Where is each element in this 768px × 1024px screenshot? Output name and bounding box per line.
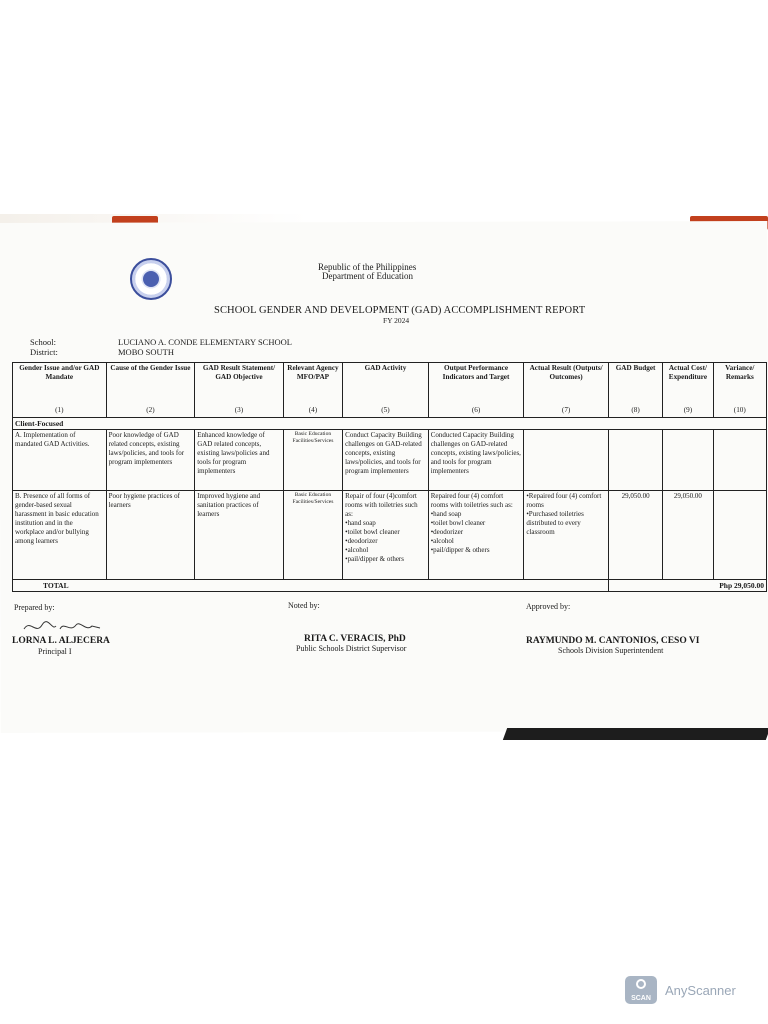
gad-table — [12, 362, 767, 592]
fiscal-year: FY 2024 — [383, 316, 410, 325]
cell-budget — [608, 430, 662, 491]
deped-seal-icon — [130, 258, 172, 300]
cell-output — [428, 491, 524, 580]
cell-cost — [663, 430, 713, 491]
cell-result: Improved hygiene and sanitation practices of learners — [195, 491, 284, 580]
col-header-issue: Gender Issue and/or GAD Mandate (1) — [13, 363, 107, 418]
list-item: •toilet bowl cleaner — [430, 519, 486, 527]
total-label: TOTAL — [13, 580, 609, 592]
report-title: SCHOOL GENDER AND DEVELOPMENT (GAD) ACCOMPLISHMENT REPORT — [214, 305, 586, 316]
col-header-variance: Variance/ Remarks (10) — [713, 363, 766, 418]
prepared-name: LORNA L. ALJECERA — [12, 636, 110, 646]
school-value: LUCIANO A. CONDE ELEMENTARY SCHOOL — [118, 337, 292, 347]
cell-output: Conducted Capacity Building challenges on GAD-related concepts, existing laws/policies, and tools for program implementers — [428, 430, 524, 491]
approved-name: RAYMUNDO M. CANTONIOS, CESO VI — [526, 636, 700, 646]
noted-name: RITA C. VERACIS, PhD — [304, 634, 406, 644]
col-header-result: GAD Result Statement/ GAD Objective (3) — [195, 363, 284, 418]
cell-actual — [524, 491, 609, 580]
list-item: •pail/dipper & others — [430, 546, 490, 554]
scan-shadow — [503, 728, 768, 740]
approved-label: Approved by: — [526, 602, 571, 611]
total-row — [13, 580, 767, 592]
col-header-cost: Actual Cost/ Expenditure (9) — [663, 363, 713, 418]
table-row — [13, 430, 767, 491]
col-header-budget: GAD Budget (8) — [608, 363, 662, 418]
scanner-brand: AnyScanner — [665, 982, 736, 998]
cell-issue: B. Presence of all forms of gender-based sexual harassment in basic education institution and in the workplace and/or bullying among learners — [13, 491, 107, 580]
col-header-mfo: Relevant Agency MFO/PAP (4) — [283, 363, 342, 418]
cell-result: Enhanced knowledge of GAD related concepts, existing laws/policies and tools for program implementers — [195, 430, 284, 491]
approved-position: Schools Division Superintendent — [558, 646, 664, 655]
list-item: •deodorizer — [430, 528, 464, 536]
col-header-output: Output Performance Indicators and Target (6) — [428, 363, 524, 418]
col-header-actual: Actual Result (Outputs/ Outcomes) (7) — [524, 363, 609, 418]
noted-label: Noted by: — [288, 601, 320, 610]
list-item: •alcohol — [345, 546, 369, 554]
section-row — [13, 418, 767, 430]
activity-text: Repair of four (4)comfort rooms with toiletries such as: — [345, 492, 418, 518]
list-item: •deodorizer — [345, 537, 378, 545]
section-label: Client-Focused — [13, 418, 767, 430]
cell-cause: Poor hygiene practices of learners — [106, 491, 195, 580]
cell-issue: A. Implementation of mandated GAD Activities. — [13, 430, 107, 491]
cell-activity — [343, 491, 429, 580]
total-value: Php 29,050.00 — [608, 580, 766, 592]
output-text: Repaired four (4) comfort rooms with toiletries such as: — [430, 492, 513, 509]
table-header-row — [13, 363, 767, 418]
table-row — [13, 491, 767, 580]
list-item: •Repaired four (4) comfort rooms — [526, 492, 602, 509]
cell-mfo: Basic Education Facilities/Services — [283, 491, 342, 580]
cell-activity: Conduct Capacity Building challenges on GAD-related concepts, existing laws/policies, and tools for program implementers — [343, 430, 429, 491]
cell-variance — [713, 430, 766, 491]
district-value: MOBO SOUTH — [118, 347, 174, 357]
col-header-activity: GAD Activity (5) — [343, 363, 429, 418]
cell-variance — [713, 491, 766, 580]
cell-cost: 29,050.00 — [663, 491, 713, 580]
list-item: •pail/dipper & others — [345, 555, 404, 563]
scanner-watermark — [625, 976, 736, 1004]
republic-heading: Republic of the Philippines — [318, 262, 417, 272]
cell-cause: Poor knowledge of GAD related concepts, existing laws/policies, and tools for program implementers — [106, 430, 195, 491]
district-label: District: — [30, 347, 58, 357]
prepared-label: Prepared by: — [14, 603, 55, 612]
cell-actual — [524, 430, 609, 491]
prepared-position: Principal I — [38, 647, 72, 656]
list-item: •alcohol — [430, 537, 454, 545]
cell-mfo: Basic Education Facilities/Services — [283, 430, 342, 491]
list-item: •toilet bowl cleaner — [345, 528, 400, 536]
list-item: •Purchased toiletries distributed to every classroom — [526, 510, 584, 536]
col-header-cause: Cause of the Gender Issue (2) — [106, 363, 195, 418]
department-heading: Department of Education — [322, 271, 413, 281]
list-item: •hand soap — [430, 510, 462, 518]
list-item: •hand soap — [345, 519, 376, 527]
scanner-app-icon: SCAN — [625, 976, 657, 1004]
school-label: School: — [30, 337, 56, 347]
cell-budget: 29,050.00 — [608, 491, 662, 580]
noted-position: Public Schools District Supervisor — [296, 644, 407, 653]
handwritten-signature — [22, 617, 102, 637]
